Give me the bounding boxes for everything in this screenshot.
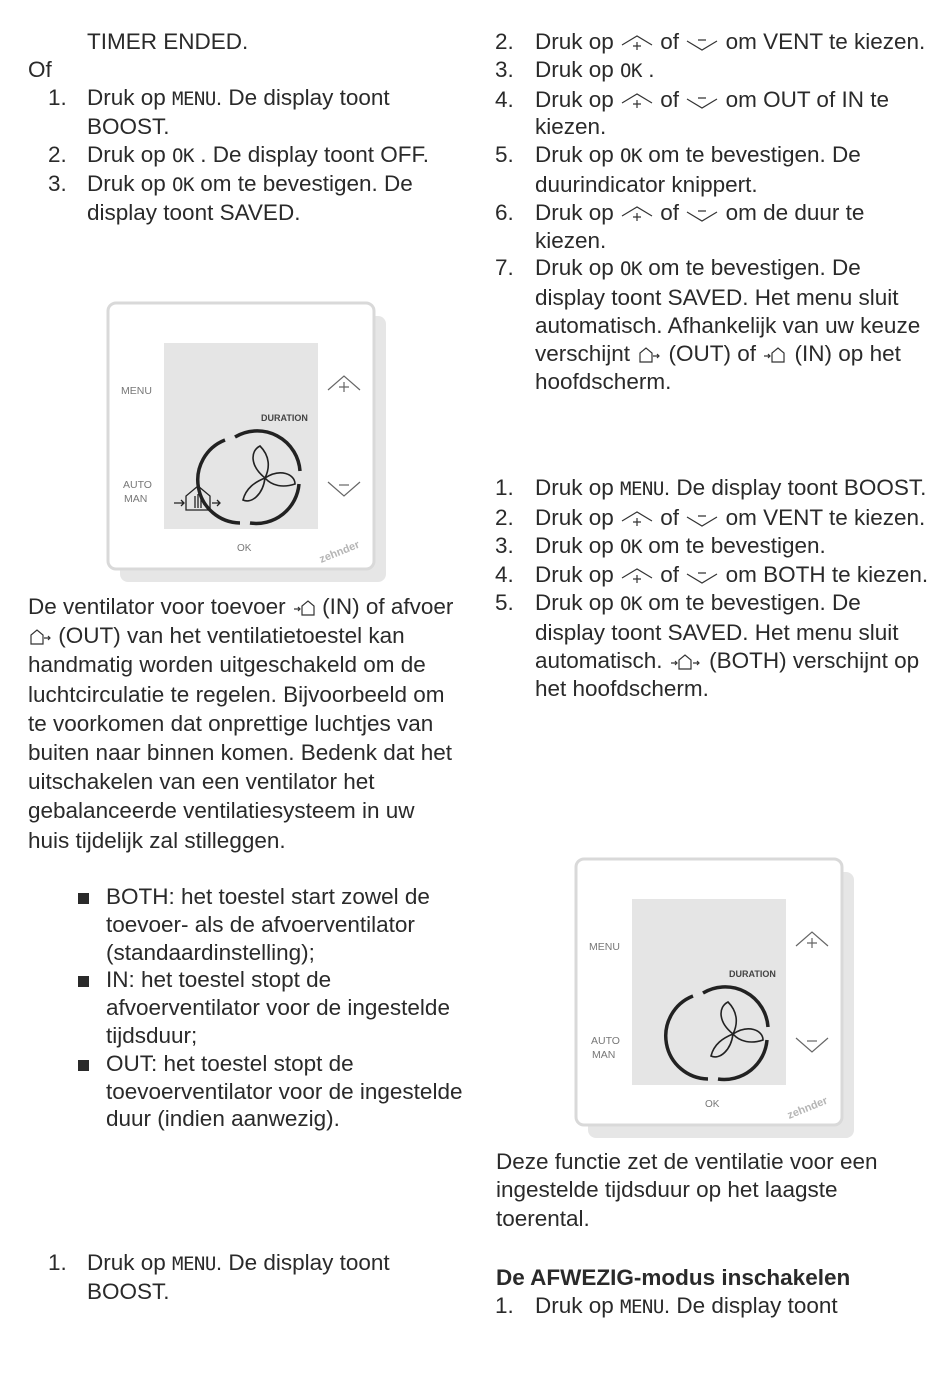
list-item: 1. Druk op MENU. De display toont BOOST. xyxy=(48,85,390,139)
list-item: 6. Druk op of om de duur te kiezen. xyxy=(495,199,865,253)
list-item: 2. Druk op of om VENT te kiezen. xyxy=(495,504,926,530)
auto-label: AUTO xyxy=(591,1035,620,1047)
exhaust-fan-house-icon xyxy=(28,627,52,647)
control-panel-illustration xyxy=(568,852,858,1142)
man-label: MAN xyxy=(592,1049,616,1061)
both-steps-list xyxy=(495,474,935,702)
menu-key: MENU xyxy=(172,1253,216,1275)
list-item: 2. Druk op OK . De display toont OFF. xyxy=(48,142,430,167)
house-both-icon xyxy=(669,652,703,672)
list-item: 1. Druk op MENU. De display toont xyxy=(495,1293,838,1318)
down-arrow-icon xyxy=(685,507,719,529)
brand-logo: zehnder xyxy=(317,538,362,566)
supply-fan-house-icon xyxy=(762,345,788,365)
section-heading: De AFWEZIG-modus inschakelen xyxy=(496,1265,851,1290)
options-bullets xyxy=(0,883,470,1133)
fan-paragraph: De ventilator voor toevoer (IN) of afvoer (OUT) van het ventilatietoestel kan handmatig worden uitgeschakeld om de luchtcirculatie te regelen. Bijvoorbeeld om te voorkomen dat onprettige luchtjes van buiten naar binnen komen. Bedenk dat het uitschakelen van een ventilator het gebalanceerde ventilatiesysteem in uw huis tijdelijk zal stilleggen. xyxy=(28,594,454,853)
list-item: OUT: het toestel stopt de toevoerventilator voor de ingestelde duur (indien aanwezig). xyxy=(0,1050,470,1133)
list-item: IN: het toestel stopt de afvoerventilator voor de ingestelde tijdsduur; xyxy=(0,966,470,1049)
continued-text: TIMER ENDED. xyxy=(87,29,249,54)
menu-key: MENU xyxy=(172,88,216,110)
ok-key: OK xyxy=(620,535,642,558)
ok-key: OK xyxy=(172,145,194,167)
up-arrow-icon xyxy=(620,507,654,529)
up-arrow-icon xyxy=(620,564,654,586)
down-arrow-icon xyxy=(685,564,719,586)
menu-key: MENU xyxy=(620,478,664,500)
up-arrow-icon xyxy=(620,202,654,224)
list-item: 3. Druk op OK om te bevestigen. De display toont SAVED. xyxy=(48,171,413,225)
list-item: 3. Druk op OK om te bevestigen. xyxy=(495,532,826,558)
or-label: Of xyxy=(28,57,52,82)
ok-key: OK xyxy=(620,258,642,281)
duration-label: DURATION xyxy=(729,969,776,979)
ok-label: OK xyxy=(237,543,252,554)
down-arrow-icon xyxy=(685,31,719,53)
brand-logo: zehnder xyxy=(785,1094,830,1122)
list-item: 4. Druk op of om OUT of IN te kiezen. xyxy=(495,86,889,140)
menu-key: MENU xyxy=(620,1296,664,1318)
away-description: Deze functie zet de ventilatie voor een ingestelde tijdsduur op het laagste toerental. xyxy=(496,1149,878,1231)
man-label: MAN xyxy=(124,493,148,505)
list-item: BOTH: het toestel start zowel de toevoer- als de afvoerventilator (standaardinstelling); xyxy=(0,883,470,966)
list-item: 2. Druk op of om VENT te kiezen. xyxy=(495,29,926,54)
list-item: 1. Druk op MENU. De display toont BOOST. xyxy=(48,1250,390,1304)
list-item: 5. Druk op OK om te bevestigen. De duurindicator knippert. xyxy=(495,142,861,197)
steps-list-1 xyxy=(28,84,458,227)
supply-fan-house-icon xyxy=(292,598,316,618)
list-item: 1. Druk op MENU. De display toont BOOST. xyxy=(495,475,927,500)
down-arrow-icon xyxy=(685,202,719,224)
list-item: 5. Druk op OK om te bevestigen. De display toont SAVED. Het menu sluit automatisch. (BOTH) verschijnt op het hoofdscherm. xyxy=(495,590,920,701)
vent-steps-list xyxy=(495,28,935,395)
steps-list-2 xyxy=(28,1249,458,1306)
list-item: 4. Druk op of om BOTH te kiezen. xyxy=(495,562,929,588)
list-item: 3. Druk op OK . xyxy=(495,56,655,82)
down-arrow-icon xyxy=(685,89,719,111)
up-arrow-icon xyxy=(620,89,654,111)
auto-label: AUTO xyxy=(123,479,152,491)
up-arrow-icon xyxy=(620,31,654,53)
ok-key: OK xyxy=(620,59,642,82)
list-item: 7. Druk op OK om te bevestigen. De display toont SAVED. Het menu sluit automatisch. Afhankelijk van uw keuze verschijnt (OUT) of (IN) op het hoofdscherm. xyxy=(495,255,921,394)
duration-label: DURATION xyxy=(261,413,308,423)
ok-key: OK xyxy=(620,593,642,616)
ok-label: OK xyxy=(705,1099,720,1110)
menu-label: MENU xyxy=(121,385,152,397)
exhaust-fan-house-icon xyxy=(636,345,662,365)
ok-key: OK xyxy=(620,145,642,168)
menu-label: MENU xyxy=(589,941,620,953)
ok-key: OK xyxy=(172,174,194,196)
control-panel-illustration xyxy=(100,296,390,586)
away-steps-list xyxy=(495,1292,935,1321)
